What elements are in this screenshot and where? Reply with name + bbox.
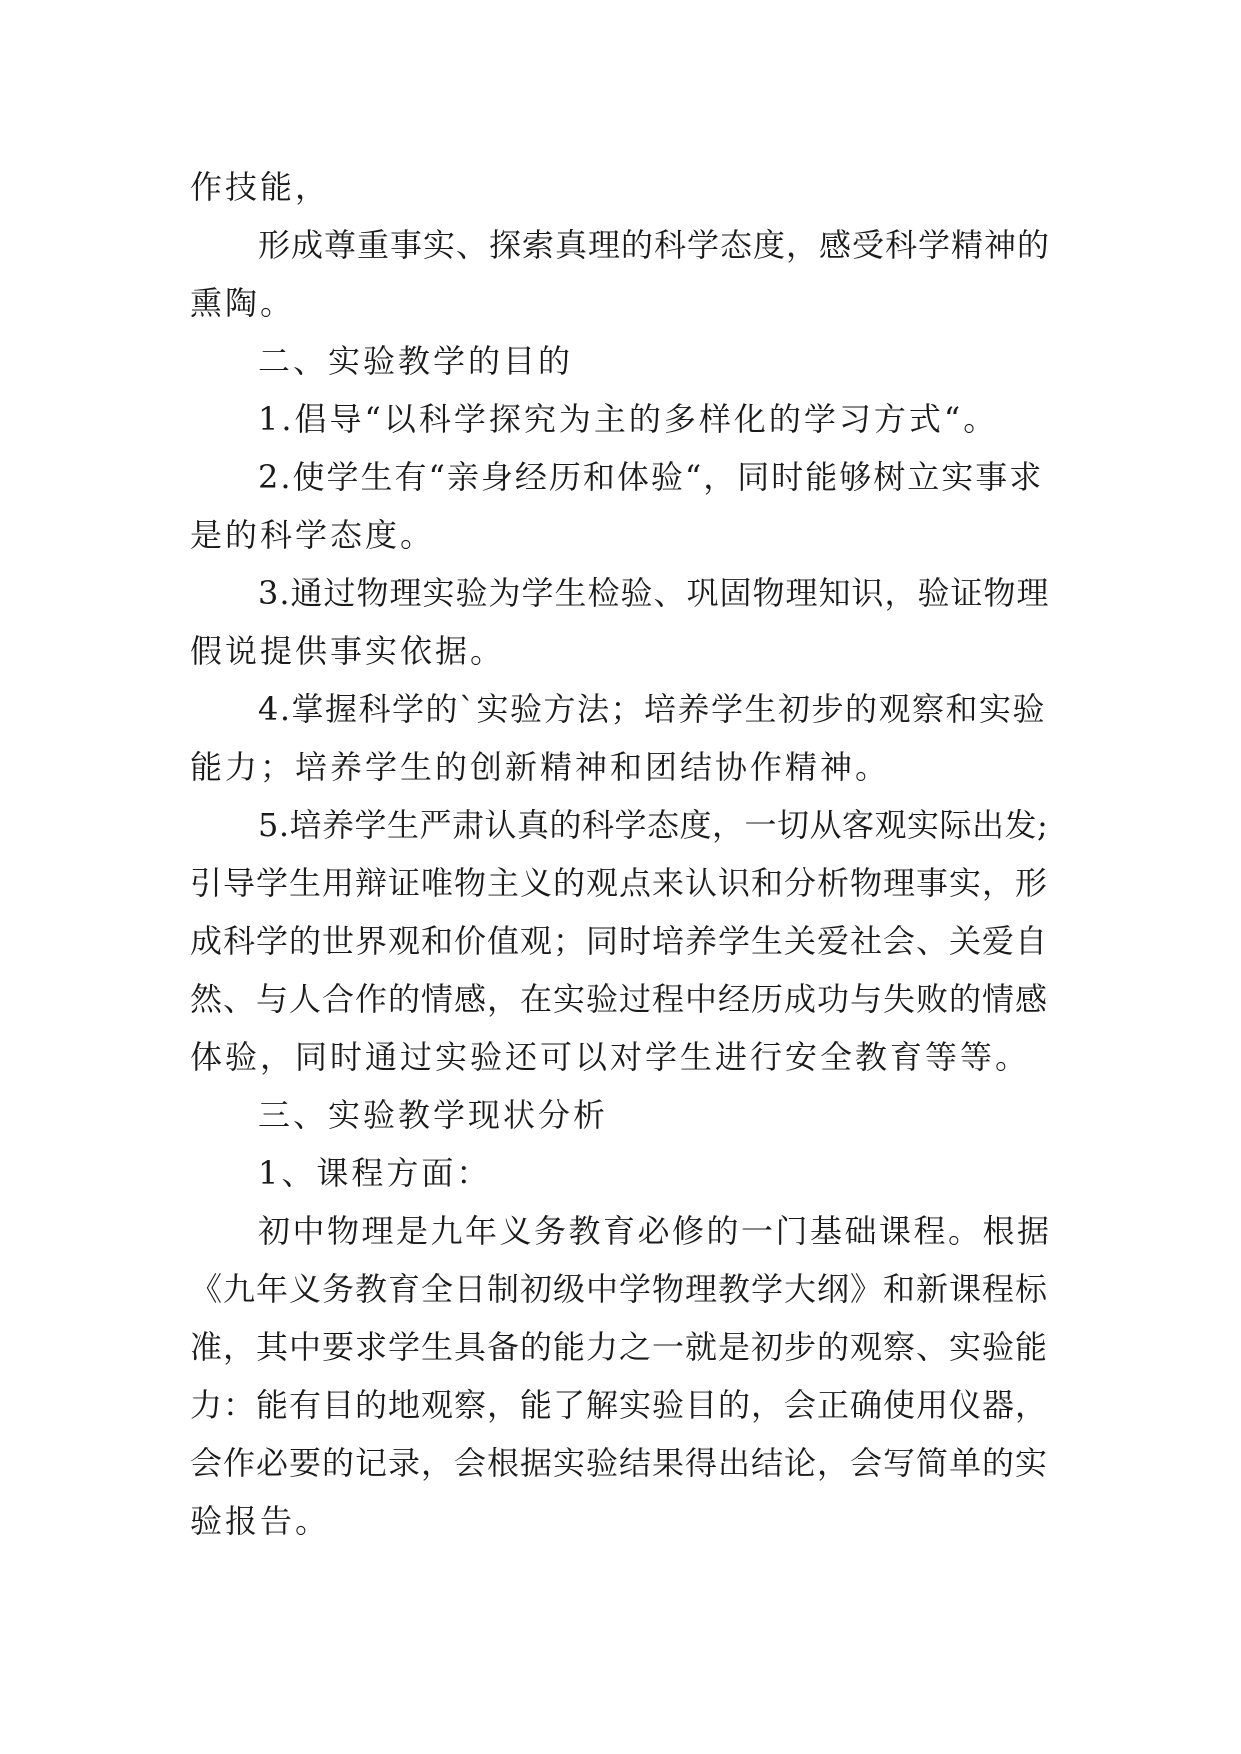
text-line: 熏陶。 [190,284,296,322]
text-line: 引导学生用辩证唯物主义的观点来认识和分析物理事实，形 [190,864,1049,902]
text-line: 假说提供事实依据。 [190,632,506,670]
text-line: 体验，同时通过实验还可以对学生进行安全教育等等。 [190,1038,1031,1076]
text-line: 《九年义务教育全日制初级中学物理教学大纲》和新课程标 [190,1270,1049,1308]
subsection-heading: 1、课程方面： [258,1154,492,1192]
list-item: 2.使学生有“亲身经历和体验“，同时能够树立实事求 [258,458,1044,496]
list-item: 4.掌握科学的`实验方法；培养学生初步的观察和实验 [258,690,1047,728]
text-line: 形成尊重事实、探索真理的科学态度，感受科学精神的 [258,226,1051,264]
text-line: 初中物理是九年义务教育必修的一门基础课程。根据 [258,1212,1052,1250]
list-item: 3.通过物理实验为学生检验、巩固物理知识，验证物理 [258,574,1050,612]
text-line: 力：能有目的地观察，能了解实验目的，会正确使用仪器， [190,1386,1049,1424]
section-heading: 三、实验教学现状分析 [258,1096,609,1134]
text-line: 然、与人合作的情感，在实验过程中经历成功与失败的情感 [190,980,1049,1018]
list-item: 5.培养学生严肃认真的科学态度，一切从客观实际出发; [258,806,1049,844]
text-line: 准，其中要求学生具备的能力之一就是初步的观察、实验能 [190,1328,1049,1366]
list-item: 1.倡导“以科学探究为主的多样化的学习方式“。 [258,400,999,438]
text-line: 能力；培养学生的创新精神和团结协作精神。 [190,748,891,786]
section-heading: 二、实验教学的目的 [258,342,574,380]
text-line: 是的科学态度。 [190,516,436,554]
text-line: 会作必要的记录，会根据实验结果得出结论，会写简单的实 [190,1444,1049,1482]
text-line: 验报告。 [190,1502,331,1540]
document-body [190,158,1052,1550]
text-line: 成科学的世界观和价值观；同时培养学生关爱社会、关爱自 [190,922,1049,960]
text-line: 作技能， [190,168,331,206]
